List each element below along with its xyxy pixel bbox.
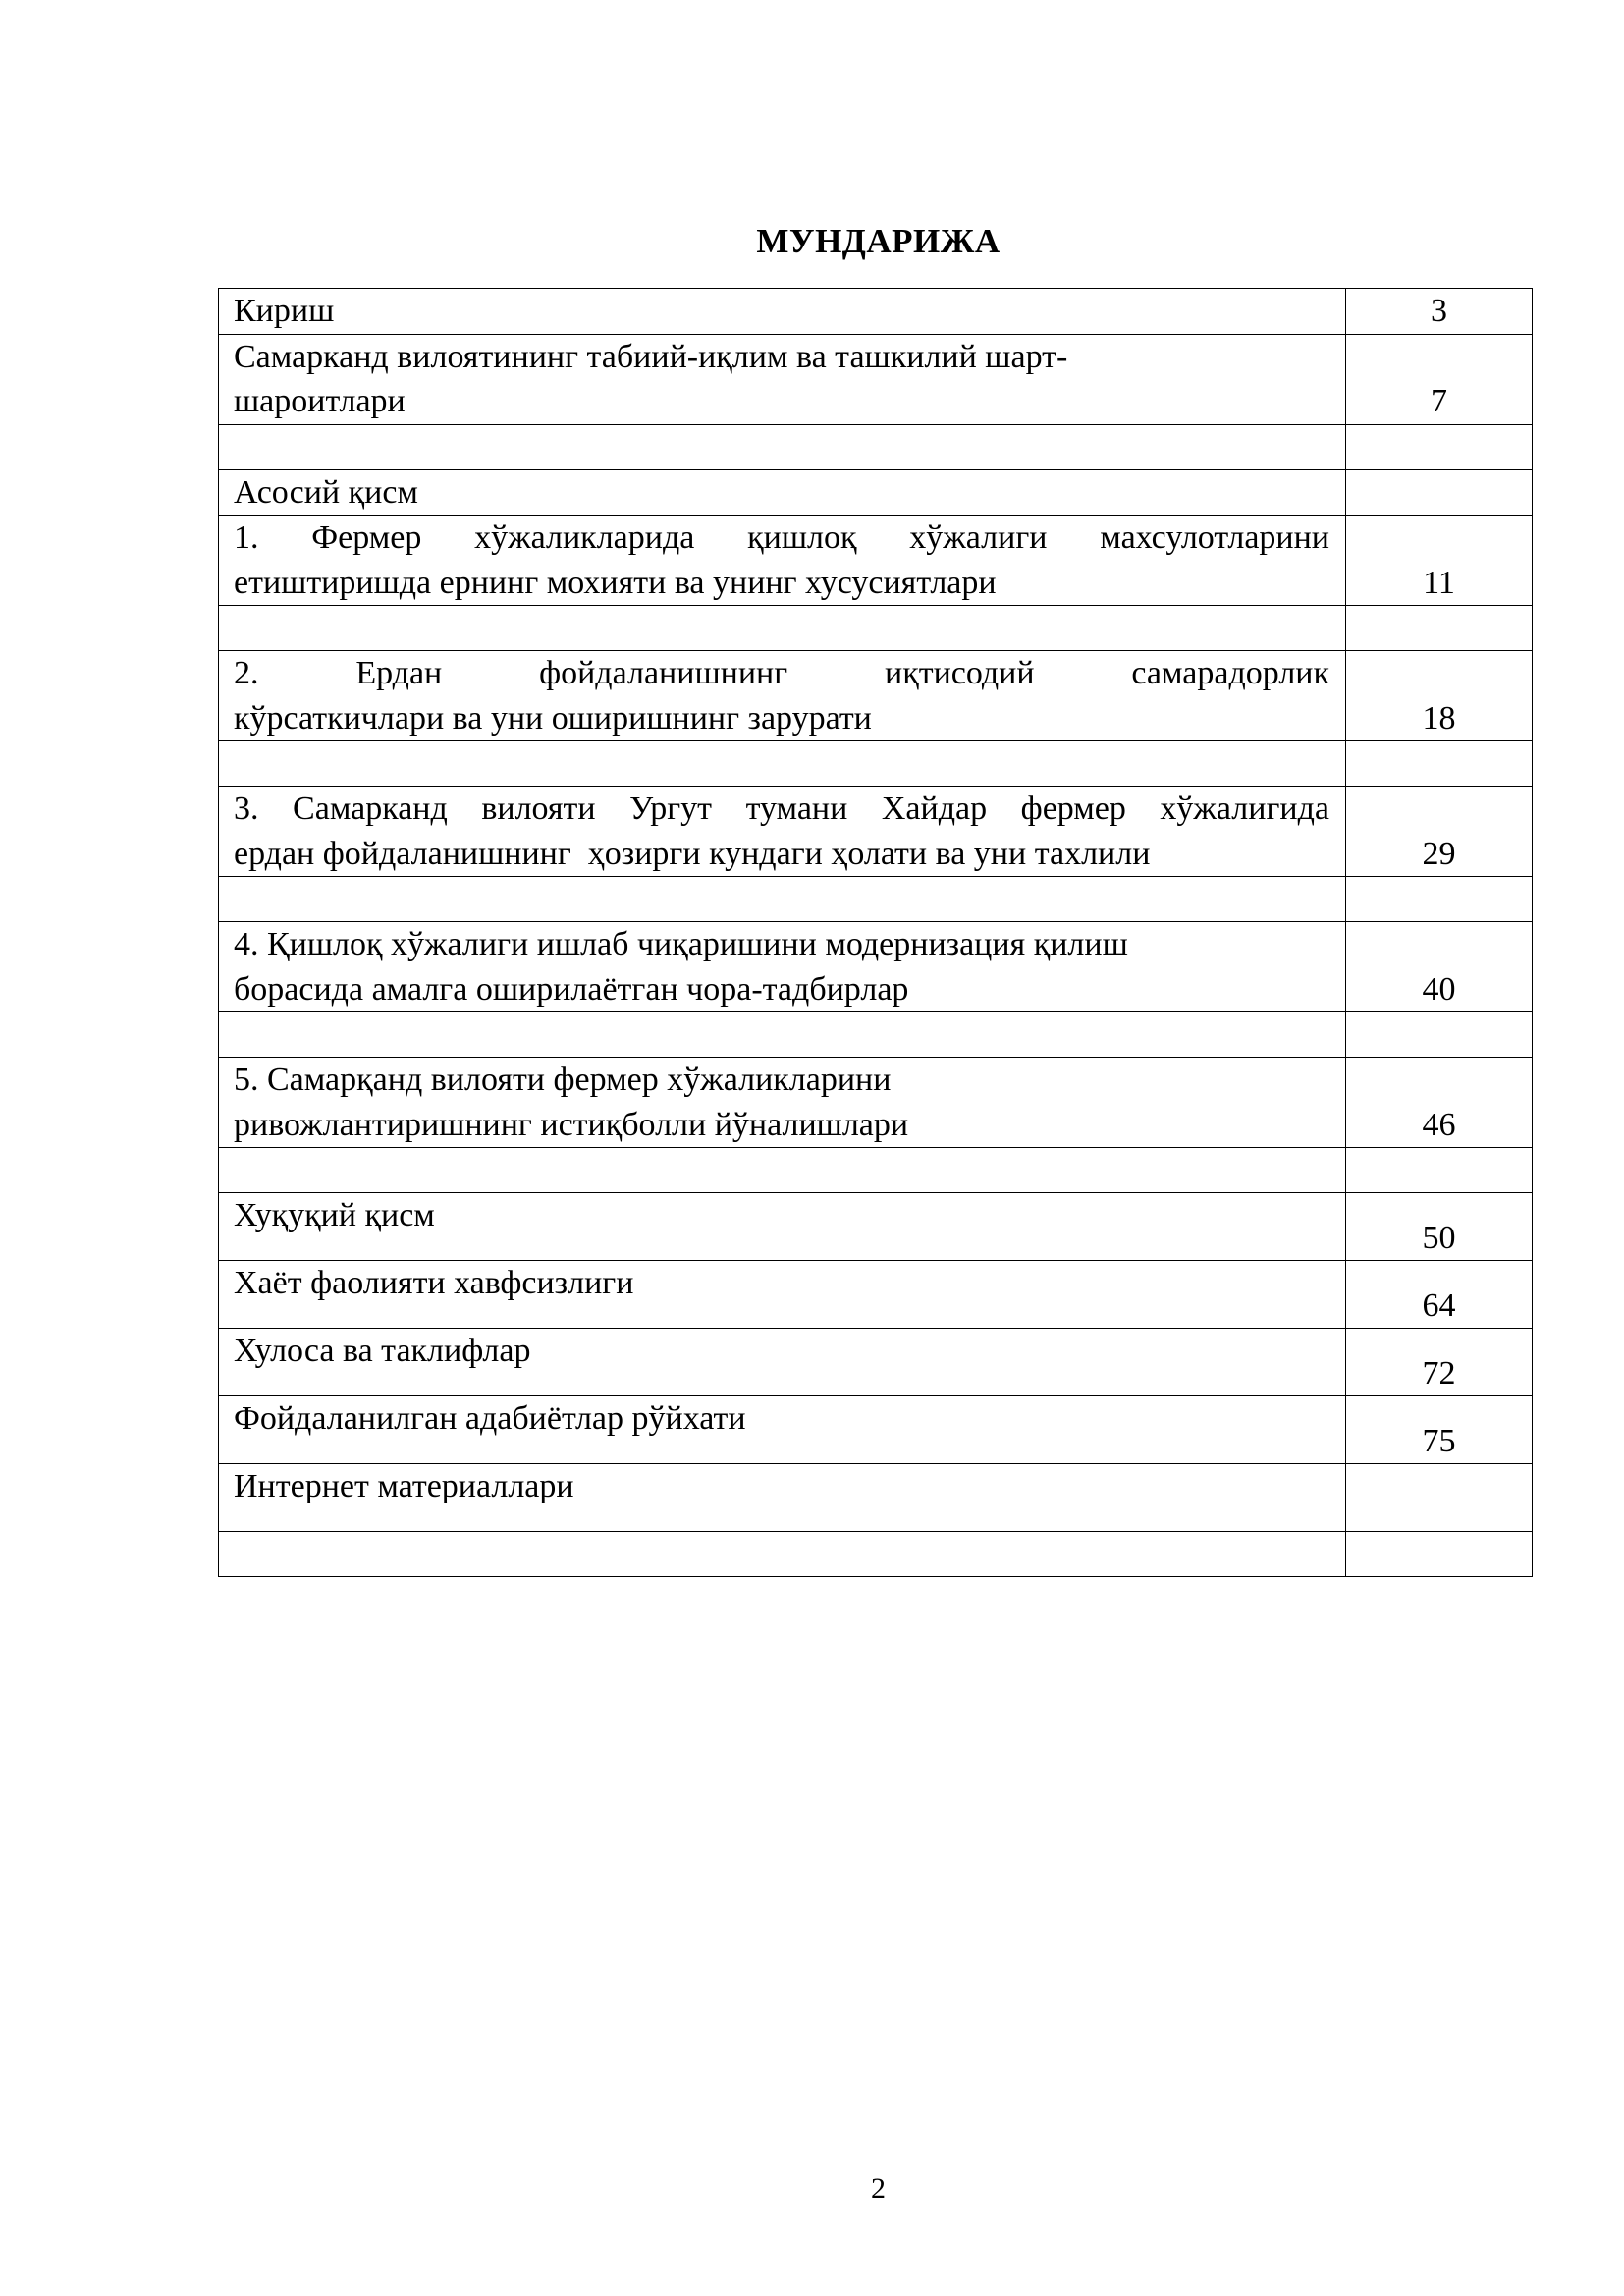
toc-entry-title: Кириш [219,289,1346,335]
toc-row-legal-part [219,1193,1533,1261]
toc-entry-title-line: 3. Самарканд вилояти Ургут тумани Хайдар фермер хўжалигида [234,791,1329,827]
toc-row-conclusions [219,1329,1533,1396]
toc-entry-title-line: 5. Самарқанд вилояти фермер хўжаликларини [234,1062,892,1098]
toc-empty-cell [1346,606,1533,651]
toc-entry-page: 11 [1346,516,1533,606]
toc-row-life-safety [219,1261,1533,1329]
toc-entry-title: Хулоса ва таклифлар [219,1329,1346,1396]
toc-entry-title-line: кўрсаткичлари ва уни оширишнинг зарурати [234,699,872,737]
toc-empty-cell [219,1532,1346,1577]
toc-entry-title [219,651,1346,741]
toc-entry-title-line: Самарканд вилоятининг табиий-иқлим ва ташкилий шарт- [234,338,1068,375]
toc-row-chapter-3 [219,787,1533,877]
toc-entry-title-line: 1. Фермер хўжаликларида қишлоқ хўжалиги махсулотларини [234,519,1329,556]
toc-row-samarkand-conditions [219,334,1533,424]
toc-entry-page [1346,1464,1533,1532]
toc-entry-title: Интернет материаллари [219,1464,1346,1532]
toc-entry-page: 40 [1346,922,1533,1012]
toc-empty-cell [1346,424,1533,469]
toc-row-empty [219,606,1533,651]
page-number: 2 [871,2172,886,2205]
toc-row-empty [219,877,1533,922]
table-of-contents [218,288,1533,1577]
toc-entry-title: Асосий қисм [219,469,1346,516]
toc-entry-title: Хуқуқий қисм [219,1193,1346,1261]
toc-row-chapter-4 [219,922,1533,1012]
toc-entry-title-line: шароитлари [234,383,406,419]
toc-entry-page: 18 [1346,651,1533,741]
page-title: МУНДАРИЖА [756,222,1001,260]
toc-entry-title [219,787,1346,877]
toc-empty-cell [1346,1532,1533,1577]
toc-entry-title [219,922,1346,1012]
toc-entry-title [219,334,1346,424]
toc-row-chapter-5 [219,1058,1533,1148]
toc-row-references [219,1396,1533,1464]
toc-empty-cell [219,1148,1346,1193]
toc-empty-cell [219,741,1346,787]
toc-entry-page: 50 [1346,1193,1533,1261]
toc-entry-page: 72 [1346,1329,1533,1396]
toc-row-introduction [219,289,1533,335]
toc-row-empty [219,741,1533,787]
toc-row-internet-materials [219,1464,1533,1532]
toc-empty-cell [219,877,1346,922]
toc-empty-cell [219,424,1346,469]
toc-row-empty [219,424,1533,469]
toc-entry-title [219,1058,1346,1148]
toc-empty-cell [1346,741,1533,787]
toc-empty-cell [1346,1148,1533,1193]
toc-row-empty [219,1148,1533,1193]
toc-entry-page: 7 [1346,334,1533,424]
toc-entry-page: 3 [1346,289,1533,335]
toc-entry-title-line: 2. Ердан фойдаланишнинг иқтисодий самарадорлик [234,655,1329,691]
toc-entry-page [1346,469,1533,516]
toc-empty-cell [1346,877,1533,922]
toc-entry-title: Фойдаланилган адабиётлар рўйхати [219,1396,1346,1464]
toc-empty-cell [219,1012,1346,1058]
toc-entry-title: Хаёт фаолияти хавфсизлиги [219,1261,1346,1329]
toc-entry-title-line: етиштиришда ернинг мохияти ва унинг хусусиятлари [234,564,997,601]
toc-entry-title-line: 4. Қишлоқ хўжалиги ишлаб чиқаришини модернизация қилиш [234,926,1128,962]
toc-entry-page: 64 [1346,1261,1533,1329]
toc-entry-title-line: ривожлантиришнинг истиқболли йўналишлари [234,1106,909,1143]
toc-row-chapter-1 [219,516,1533,606]
toc-empty-cell [1346,1012,1533,1058]
toc-entry-title-line: ердан фойдаланишнинг ҳозирги кундаги ҳолати ва уни тахлили [234,835,1151,872]
toc-row-main-part [219,469,1533,516]
toc-entry-page: 46 [1346,1058,1533,1148]
toc-entry-page: 75 [1346,1396,1533,1464]
toc-entry-title [219,516,1346,606]
toc-row-chapter-2 [219,651,1533,741]
toc-entry-title-line: борасида амалга оширилаётган чора-тадбирлар [234,970,909,1008]
toc-entry-page: 29 [1346,787,1533,877]
toc-row-empty [219,1532,1533,1577]
toc-row-empty [219,1012,1533,1058]
toc-empty-cell [219,606,1346,651]
